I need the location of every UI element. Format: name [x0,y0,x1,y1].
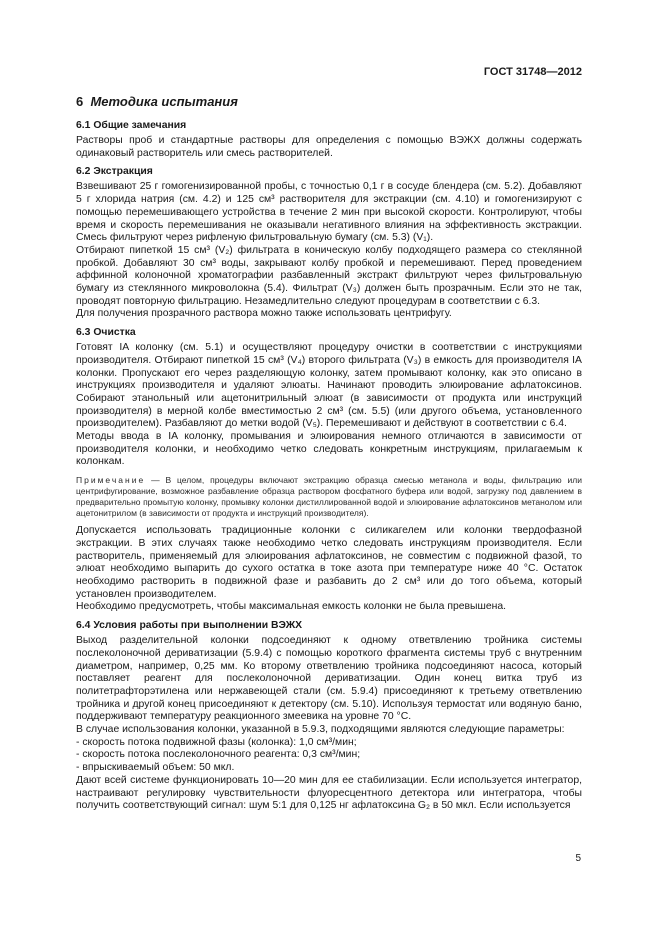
list-item: - скорость потока подвижной фазы (колонка): 1,0 см³/мин; [76,736,357,748]
section-number: 6 [76,94,84,109]
paragraph: Допускается использовать традиционные колонки с силикагелем или колонки твердофазной экстракции. В этих случаях также необходимо четко следовать инструкциям производителя. Если растворитель, применяемый для элюирования афлатоксинов, не совместим с подвижной фазой, то элюат необходимо выпарить до сухого остатка в токе азота при температуре ниже 40 °С. Остаток необходимо растворить в подвижной фазе и разбавить до 2 см³ или до того объема, который установлен производителем. [76,525,582,600]
list-item: - впрыскиваемый объем: 50 мкл. [76,762,235,774]
page-number: 5 [575,853,581,864]
list-item: - скорость потока послеколоночного реагента: 0,3 см³/мин; [76,749,361,761]
note-text: — В целом, процедуры включают экстракцию образца смесью метанола и воды, фильтрацию или центрифугирование, возможное разбавление образца раствором фосфатного буфера или водой, загрузку под давлением в предварительно промытую колонку, промывку колонки дистиллированной водой и элюирование афлатоксинов метанолом или ацетонитрилом (в зависимости от продукта и инструкций производителя). [76,475,582,519]
paragraph: Выход разделительной колонки подсоединяют к одному ответвлению тройника системы послеколоночной дериватизации (5.9.4) с помощью короткого фрагмента системы труб с внутренним диаметром, например, 0,25 мм. Ко второму ответвлению тройника подсоединяют насоса, который поставляет реагент для послеколоночной дериватизации. Один конец витка труб из политетрафторэтилена или нержавеющей стали (см. 5.9.4) присоединяют к третьему ответвлению тройника и другой конец присоединяют к детектору (см. 5.10). Используя термостат или водяную баню, поддерживают температуру реакционного змеевика на уровне 70 °С. [76,635,582,723]
paragraph: Растворы проб и стандартные растворы для определения с помощью ВЭЖХ должны содержать одинаковый растворитель или смесь растворителей. [76,135,582,159]
standard-header: ГОСТ 31748—2012 [483,66,582,78]
subsection-6-2-heading: 6.2 Экстракция [76,166,153,178]
section-title: Методика испытания [90,94,238,109]
note [76,475,582,519]
paragraph: Взвешивают 25 г гомогенизированной пробы, с точностью 0,1 г в сосуде блендера (см. 5.2). Добавляют 5 г хлорида натрия (см. 4.2) и 125 см³ растворителя для экстракции (см. 4.10) и гомогенизируют с помощью перемешивающего устройства в течение 2 мин при высокой скорости. Контролируют, чтобы время и скорость перемешивания не оказывали негативного влияния на эффективность экстракции. Смесь фильтруют через рифленую фильтровальную бумагу (см. 5.3) (V₁). [76,181,582,244]
subsection-6-1-heading: 6.1 Общие замечания [76,120,187,131]
section-heading [76,94,582,110]
paragraph: Необходимо предусмотреть, чтобы максимальная емкость колонки не была превышена. [76,601,507,613]
paragraph: Отбирают пипеткой 15 см³ (V₂) фильтрата в коническую колбу подходящего размера со стеклянной пробкой. Добавляют 30 см³ воды, закрывают колбу пробкой и перемешивают. Перед проведением аффинной колоночной хроматографии разбавленный экстракт фильтруют через фильтровальную бумагу из стеклянного микроволокна (5.4). Фильтрат (V₃) должен быть прозрачным. Если это не так, проводят повторную фильтрацию. Незамедлительно следуют процедурам в соответствии с 6.3. [76,244,582,307]
subsection-6-4-heading: 6.4 Условия работы при выполнении ВЭЖХ [76,620,303,632]
paragraph: Для получения прозрачного раствора можно также использовать центрифугу. [76,308,452,320]
subsection-6-3-heading: 6.3 Очистка [76,327,136,339]
page-content [76,94,582,813]
paragraph: В случае использования колонки, указанной в 5.9.3, подходящими являются следующие параметры: [76,724,565,736]
paragraph: Методы ввода в IA колонку, промывания и элюирования немного отличаются в зависимости от производителя колонки, и необходимо четко следовать конкретным инструкциям, прилагаемым к колонкам. [76,431,582,468]
paragraph: Готовят IA колонку (см. 5.1) и осуществляют процедуру очистки в соответствии с инструкциями производителя. Отбирают пипеткой 15 см³ (V₄) второго фильтрата (V₃) в емкость для производителя IA колонки. Пропускают его через разделяющую колонку, затем промывают колонку, как это описано в инструкциях производителя и удаляют элюаты. Начинают проводить элюирование афлатоксинов. Собирают этанольный или ацетонитрильный элюат (в зависимости от продукта или инструкций производителя) в мерной колбе вместимостью 2 см³ (см. 5.5) (или другого объема, установленного производителем). Разбавляют до метки водой (V₅). Перемешивают и действуют в соответствии с 6.4. [76,342,582,430]
note-label: Примечание [76,475,146,486]
paragraph: Дают всей системе функционировать 10—20 мин для ее стабилизации. Если используется интегратор, настраивают регулировку чувствительности флуоресцентного детектора или интегратора, чтобы получить соответствующий сигнал: шум 5:1 для 0,125 нг афлатоксина G₂ в 50 мкл. Если используется [76,774,582,812]
